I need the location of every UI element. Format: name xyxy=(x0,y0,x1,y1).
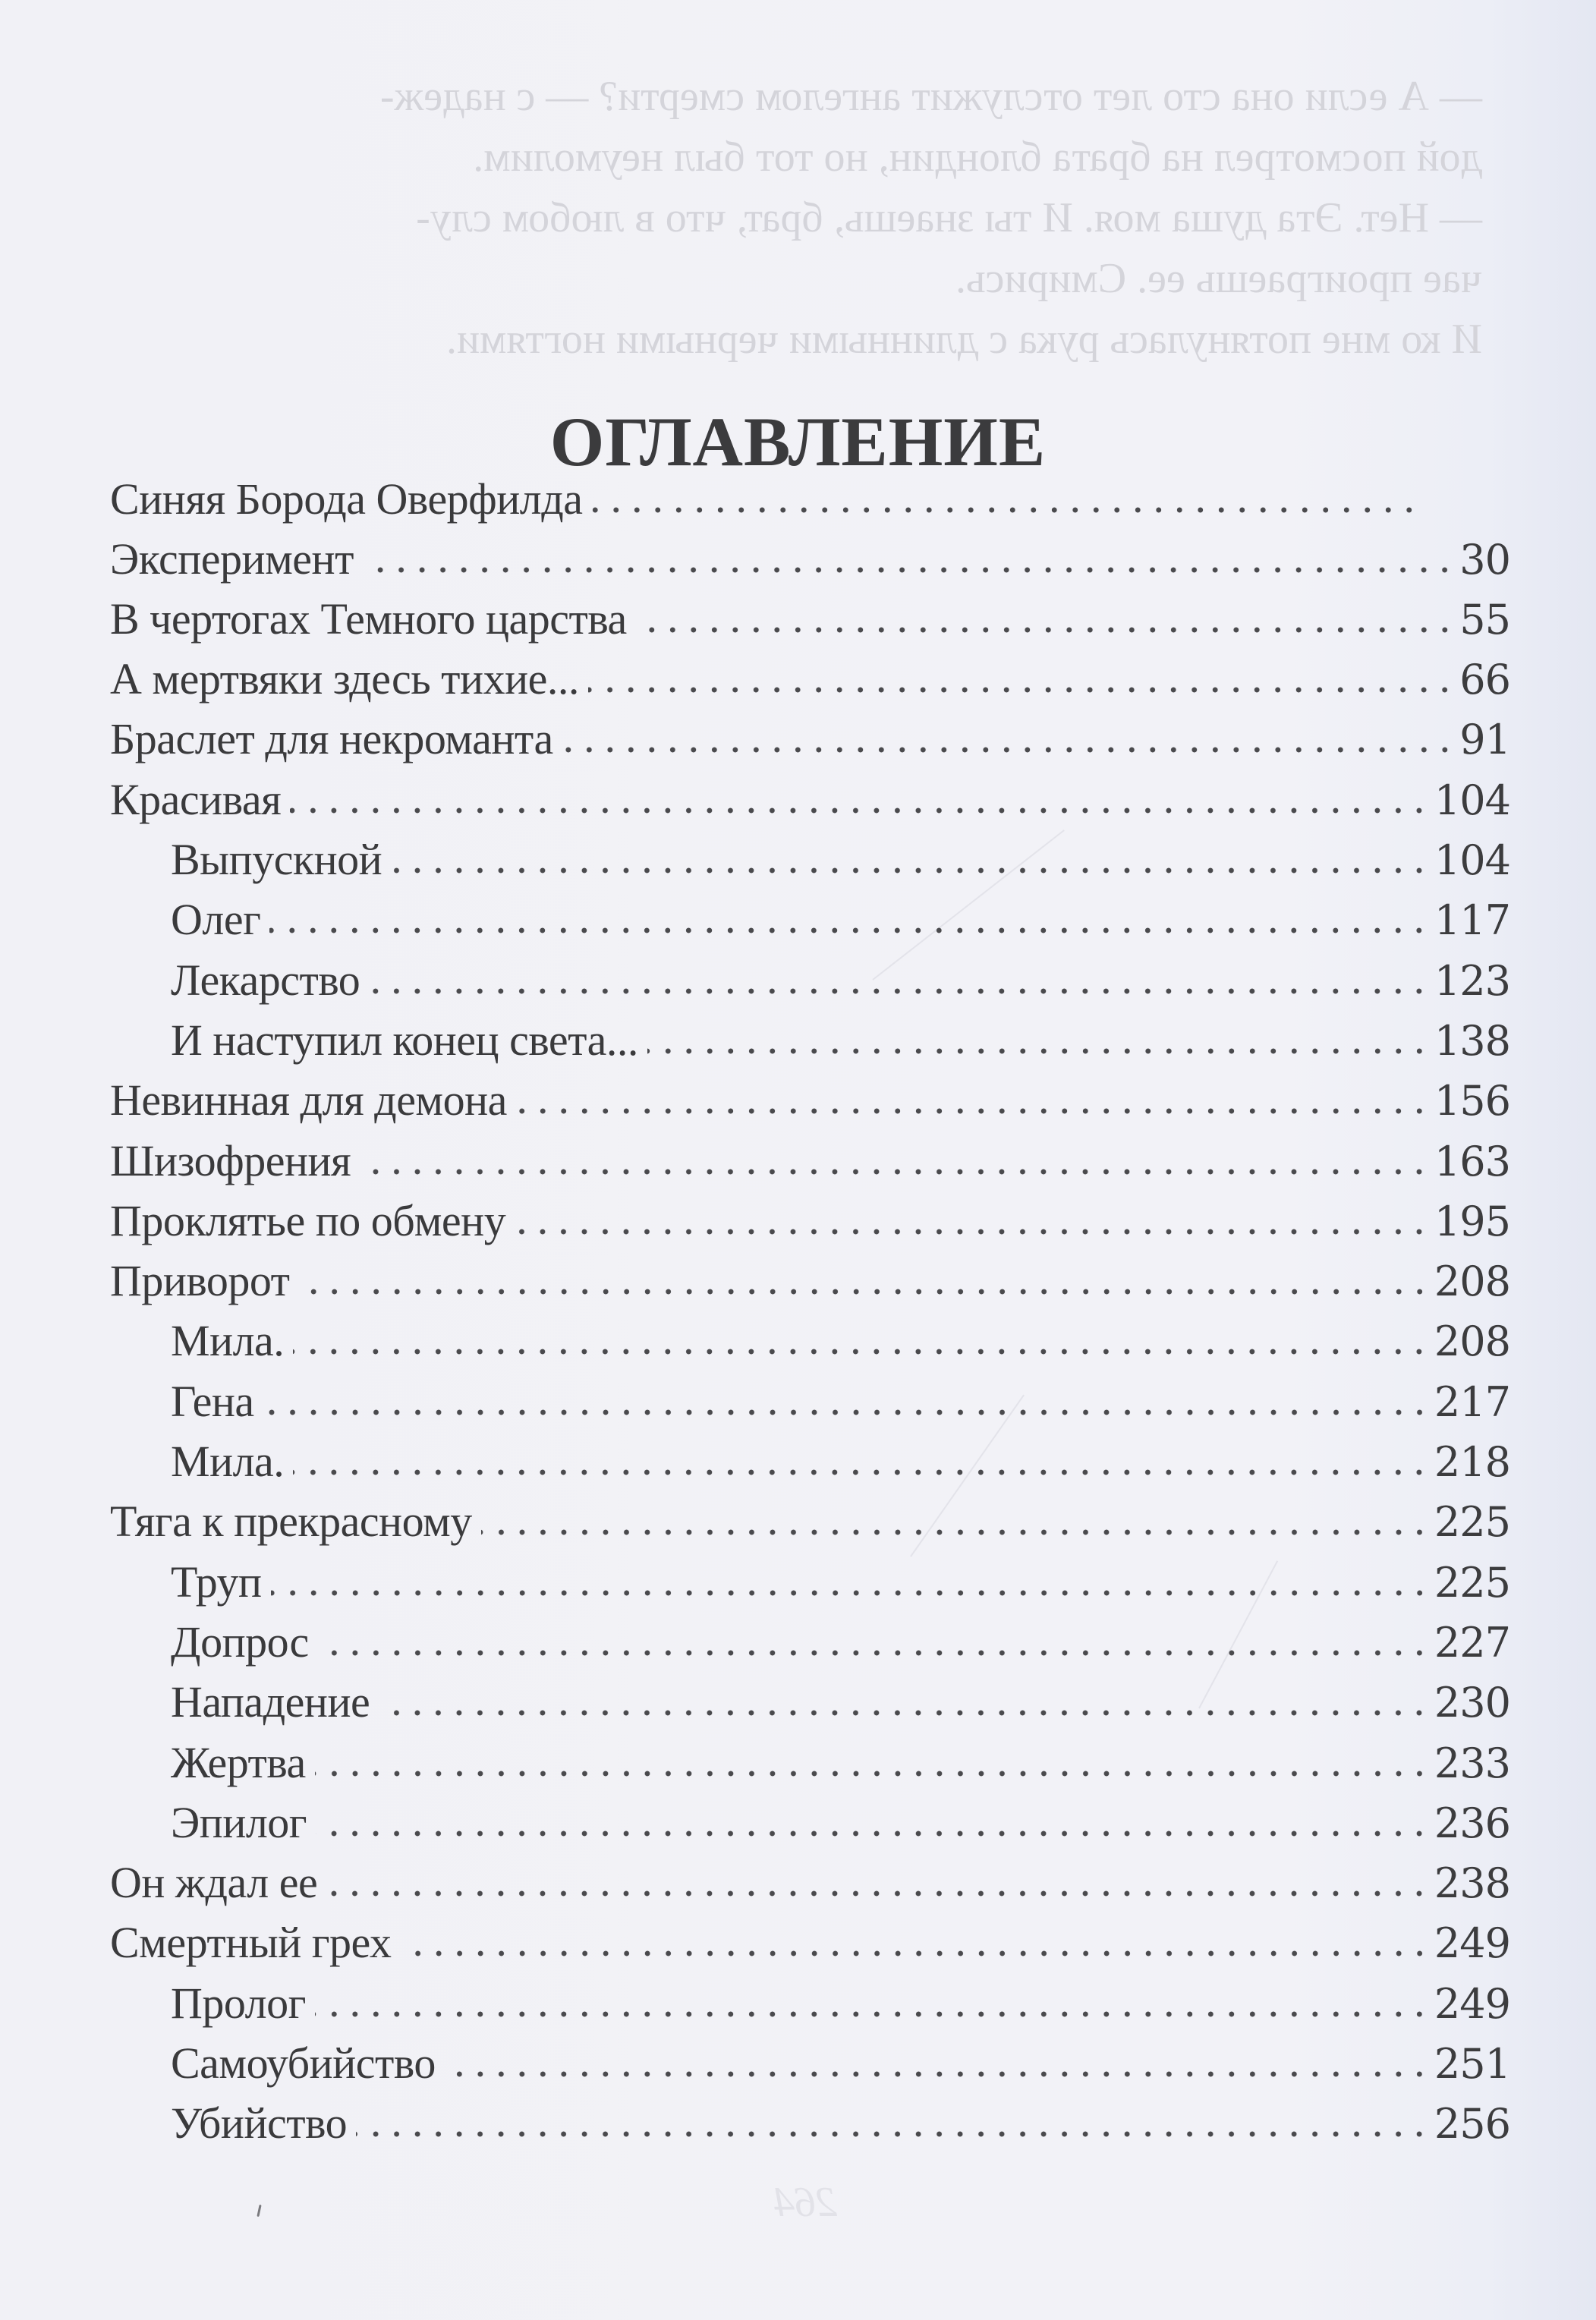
toc-entry-line xyxy=(171,956,1510,1006)
page-title: ОГЛАВЛЕНИЕ xyxy=(549,402,1047,480)
toc-entry-line xyxy=(110,1197,1510,1246)
toc-entry-line xyxy=(110,535,1510,584)
toc-entry-page-number: 66 xyxy=(1459,656,1510,704)
toc-entry-title: Жертва xyxy=(171,1737,306,1787)
bleed-line: дой посмотрел на брата блондин, но тот был неумолим. xyxy=(473,134,1482,181)
dot-leader xyxy=(391,867,1430,874)
dot-leader xyxy=(369,987,1430,995)
toc-entry-title: Невинная для демона xyxy=(110,1075,507,1125)
toc-entry-page-number: 91 xyxy=(1459,716,1510,764)
toc-entry-line xyxy=(110,1919,1510,1968)
toc-subentry xyxy=(0,1978,1596,2038)
toc-entry-title: Труп xyxy=(171,1557,262,1607)
toc-entry-title: Красивая xyxy=(110,774,282,824)
toc-entry-page-number: 251 xyxy=(1434,2040,1510,2089)
bleed-line: — Нет. Эта душа моя. И ты знаешь, брат, что в любом слу- xyxy=(416,194,1482,241)
dot-leader xyxy=(271,1589,1430,1597)
toc-entry-page-number: 163 xyxy=(1434,1137,1510,1185)
toc-entry-page-number: 225 xyxy=(1434,1558,1510,1607)
dot-leader xyxy=(293,1348,1430,1355)
toc-entry-title: Мила. xyxy=(171,1437,285,1487)
toc-entry-page-number: 117 xyxy=(1434,896,1510,945)
toc-entry-line xyxy=(110,1257,1510,1306)
toc-entry-line xyxy=(110,595,1510,644)
toc-entry-page-number: 227 xyxy=(1434,1618,1510,1667)
toc-entry xyxy=(0,474,1596,534)
toc-entry-title: Лекарство xyxy=(171,955,360,1005)
ink-speck xyxy=(257,2205,261,2217)
table-of-contents xyxy=(0,474,1596,2159)
dot-leader xyxy=(360,1168,1430,1176)
dot-leader xyxy=(290,807,1430,814)
dot-leader xyxy=(318,1649,1430,1657)
toc-entry-line xyxy=(171,896,1510,945)
dot-leader xyxy=(481,1528,1430,1536)
toc-entry-page-number: 208 xyxy=(1434,1317,1510,1366)
toc-subentry xyxy=(0,1799,1596,1859)
toc-entry-title: Нападение xyxy=(171,1677,370,1727)
dot-leader xyxy=(263,1409,1430,1416)
toc-subentry xyxy=(0,2099,1596,2159)
toc-entry-title: Гена xyxy=(171,1376,254,1426)
toc-entry-title: Он ждал ее xyxy=(110,1858,318,1908)
dot-leader xyxy=(636,626,1456,634)
toc-entry-line xyxy=(110,1859,1510,1908)
toc-entry-title: Выпускной xyxy=(171,835,382,885)
dot-leader xyxy=(326,1890,1430,1897)
toc-entry-page-number: 30 xyxy=(1459,535,1510,584)
toc-subentry xyxy=(0,1557,1596,1617)
bleed-line: — А если она сто лет отслужит ангелом смерти? — с надеж- xyxy=(379,73,1482,120)
toc-subentry xyxy=(0,1437,1596,1497)
toc-entry-line xyxy=(171,1799,1510,1848)
dot-leader xyxy=(592,506,1420,514)
toc-entry-line xyxy=(171,1618,1510,1667)
dot-leader xyxy=(299,1288,1430,1295)
toc-entry-line xyxy=(171,2039,1510,2089)
dot-leader xyxy=(515,1228,1430,1236)
toc-entry-page-number: 104 xyxy=(1434,776,1510,824)
dot-leader xyxy=(401,1950,1430,1957)
toc-entry-page-number: 55 xyxy=(1459,595,1510,644)
toc-entry-title: Эпилог xyxy=(171,1797,307,1847)
toc-subentry xyxy=(0,1618,1596,1678)
toc-entry-page-number: 123 xyxy=(1434,956,1510,1005)
toc-entry-title: Шизофрения xyxy=(110,1135,351,1185)
toc-entry xyxy=(0,1497,1596,1557)
toc-subentry xyxy=(0,836,1596,896)
toc-entry-title: Тяга к прекрасному xyxy=(110,1497,472,1547)
dot-leader xyxy=(562,746,1456,754)
bleed-line: И ко мне потянулась рука с длинными черными ногтями. xyxy=(445,316,1482,363)
toc-subentry xyxy=(0,1317,1596,1377)
dot-leader xyxy=(647,1047,1430,1055)
toc-entry-page-number: 195 xyxy=(1434,1197,1510,1245)
toc-entry-page-number: 233 xyxy=(1434,1739,1510,1787)
toc-entry-page-number: 238 xyxy=(1434,1859,1510,1908)
toc-entry-line xyxy=(171,1739,1510,1788)
toc-entry-page-number: 218 xyxy=(1434,1438,1510,1487)
toc-entry xyxy=(0,1257,1596,1317)
toc-entry-page-number: 138 xyxy=(1434,1016,1510,1065)
toc-entry-page-number: 236 xyxy=(1434,1799,1510,1847)
toc-entry-line xyxy=(171,836,1510,885)
toc-entry-line xyxy=(110,776,1510,825)
toc-entry-title: А мертвяки здесь тихие... xyxy=(110,654,579,704)
toc-subentry xyxy=(0,955,1596,1015)
dot-leader xyxy=(516,1107,1430,1115)
toc-entry xyxy=(0,775,1596,835)
dot-leader xyxy=(316,1830,1430,1837)
toc-entry-line xyxy=(110,1076,1510,1125)
toc-entry xyxy=(0,1197,1596,1257)
toc-subentry xyxy=(0,1678,1596,1738)
toc-entry-title: Мила. xyxy=(171,1316,285,1366)
toc-entry-line xyxy=(110,475,1510,524)
toc-entry xyxy=(0,1859,1596,1919)
toc-entry xyxy=(0,715,1596,775)
toc-entry-title: И наступил конец света... xyxy=(171,1015,638,1065)
toc-entry xyxy=(0,1919,1596,1978)
toc-entry xyxy=(0,1136,1596,1196)
dot-leader xyxy=(293,1468,1430,1476)
toc-entry-page-number: 230 xyxy=(1434,1679,1510,1727)
toc-subentry xyxy=(0,1016,1596,1076)
bleed-page-number: 264 xyxy=(773,2179,837,2226)
toc-entry-title: Смертный грех xyxy=(110,1918,392,1968)
toc-entry-line xyxy=(171,1317,1510,1366)
toc-entry-page-number: 249 xyxy=(1434,1919,1510,1968)
toc-entry-title: Эксперимент xyxy=(110,534,354,584)
toc-entry-title: Синяя Борода Оверфилда xyxy=(110,474,583,524)
toc-subentry xyxy=(0,1377,1596,1437)
toc-entry-line xyxy=(171,1016,1510,1066)
dot-leader xyxy=(363,566,1455,574)
toc-entry xyxy=(0,1076,1596,1136)
toc-entry-line xyxy=(171,1558,1510,1607)
toc-entry-line xyxy=(110,1137,1510,1186)
toc-entry-title: Самоубийство xyxy=(171,2038,436,2089)
toc-entry-title: Убийство xyxy=(171,2098,348,2148)
toc-subentry xyxy=(0,896,1596,955)
toc-entry-line xyxy=(171,1377,1510,1427)
toc-entry-title: Олег xyxy=(171,895,261,945)
toc-entry-page-number: 156 xyxy=(1434,1077,1510,1125)
toc-entry-title: Браслет для некроманта xyxy=(110,714,553,764)
dot-leader xyxy=(379,1709,1430,1717)
toc-entry-title: Приворот xyxy=(110,1256,290,1306)
dot-leader xyxy=(445,2070,1430,2078)
toc-entry xyxy=(0,534,1596,594)
toc-entry xyxy=(0,655,1596,715)
toc-entry-page-number: 217 xyxy=(1434,1377,1510,1426)
toc-entry-page-number: 225 xyxy=(1434,1498,1510,1547)
toc-entry-line xyxy=(110,715,1510,764)
toc-entry-line xyxy=(171,1437,1510,1487)
toc-subentry xyxy=(0,1738,1596,1798)
bleed-line: чае проиграешь ее. Смирись. xyxy=(955,255,1482,302)
toc-entry-line xyxy=(110,655,1510,704)
toc-entry xyxy=(0,595,1596,655)
dot-leader xyxy=(315,1770,1430,1777)
toc-entry-title: Пролог xyxy=(171,1978,306,2028)
dot-leader xyxy=(315,2010,1430,2018)
toc-entry-title: Допрос xyxy=(171,1616,309,1667)
dot-leader xyxy=(356,2130,1430,2138)
toc-entry-page-number: 256 xyxy=(1434,2100,1510,2148)
toc-entry-line xyxy=(171,2099,1510,2148)
toc-entry-line xyxy=(171,1678,1510,1727)
toc-entry-line xyxy=(110,1497,1510,1547)
dot-leader xyxy=(269,927,1430,934)
toc-entry-page-number: 249 xyxy=(1434,1979,1510,2028)
toc-entry-page-number: 104 xyxy=(1434,836,1510,885)
toc-entry-line xyxy=(171,1979,1510,2029)
toc-subentry xyxy=(0,2039,1596,2099)
toc-entry-title: В чертогах Темного царства xyxy=(110,593,627,644)
toc-entry-page-number: 208 xyxy=(1434,1258,1510,1306)
toc-entry-title: Проклятье по обмену xyxy=(110,1195,506,1245)
dot-leader xyxy=(588,686,1455,694)
